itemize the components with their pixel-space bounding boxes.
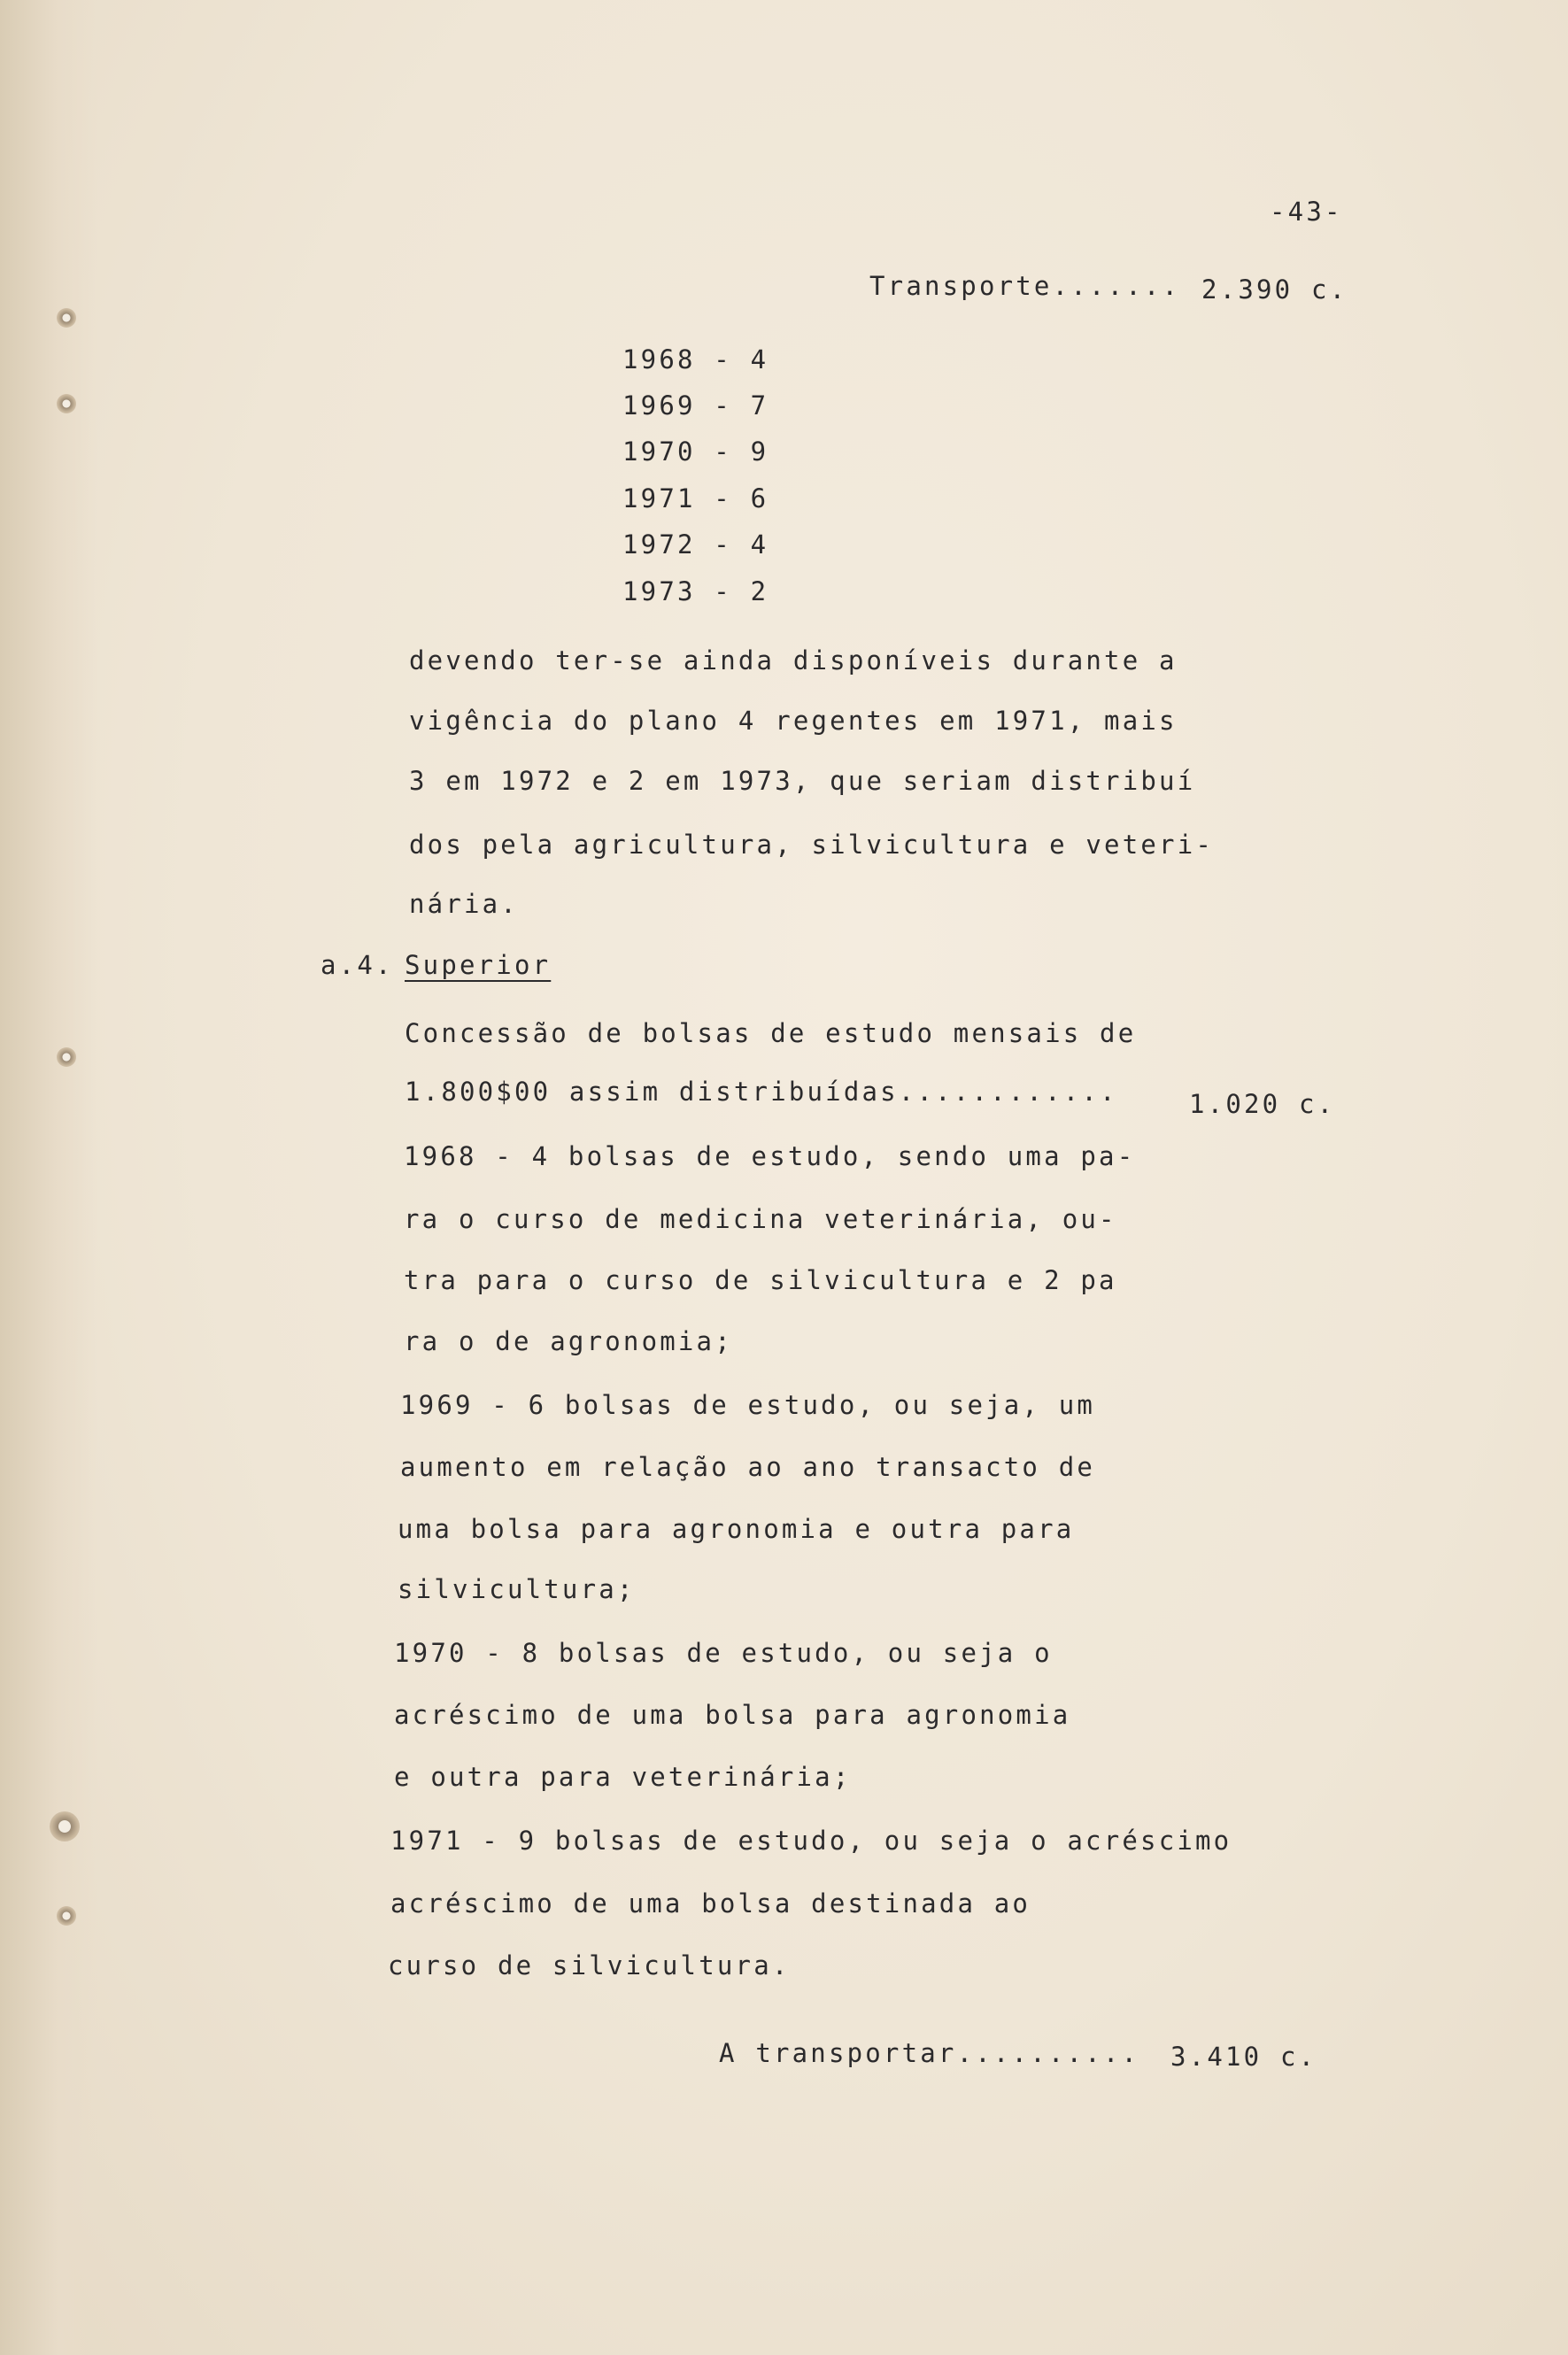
text-line: 3 em 1972 e 2 em 1973, que seriam distribuí (409, 766, 1196, 796)
section-number: a.4. (321, 950, 394, 980)
text-line: devendo ter-se ainda disponíveis durante a (409, 645, 1178, 676)
year-item: 1972 - 4 (622, 529, 769, 560)
punch-hole (57, 1047, 76, 1067)
year-item: 1970 - 9 (622, 436, 769, 467)
a-transportar-label: A transportar.......... (719, 2038, 1140, 2068)
punch-hole (57, 308, 76, 328)
year-item: 1968 - 4 (622, 344, 769, 374)
year-item: 1973 - 2 (622, 576, 769, 606)
section-title: Superior (405, 950, 552, 980)
text-line: ra o de agronomia; (404, 1326, 733, 1356)
text-line: acréscimo de uma bolsa para agronomia (394, 1700, 1071, 1730)
text-line: aumento em relação ao ano transacto de (400, 1452, 1096, 1482)
text-line: 1971 - 9 bolsas de estudo, ou seja o acréscimo (390, 1826, 1232, 1856)
transporte-label: Transporte....... (869, 271, 1181, 301)
binding-edge (0, 0, 97, 2355)
text-line: dos pela agricultura, silvicultura e veteri- (409, 830, 1215, 860)
text-line: 1.800$00 assim distribuídas............ (405, 1077, 1118, 1107)
text-line: curso de silvicultura. (388, 1950, 791, 1981)
text-line: ra o curso de medicina veterinária, ou- (404, 1204, 1117, 1234)
text-line: tra para o curso de silvicultura e 2 pa (404, 1265, 1117, 1295)
text-line: uma bolsa para agronomia e outra para (398, 1514, 1075, 1544)
year-item: 1971 - 6 (622, 483, 769, 513)
text-line: 1968 - 4 bolsas de estudo, sendo uma pa- (404, 1141, 1136, 1171)
text-line: acréscimo de uma bolsa destinada ao (390, 1888, 1031, 1919)
punch-hole (50, 1811, 80, 1842)
year-item: 1969 - 7 (622, 390, 769, 421)
text-line: nária. (409, 889, 519, 919)
text-line: vigência do plano 4 regentes em 1971, mais (409, 706, 1178, 736)
bolsas-value: 1.020 c. (1189, 1089, 1336, 1119)
transporte-value: 2.390 c. (1201, 274, 1348, 305)
text-line: silvicultura; (398, 1574, 636, 1604)
text-line: 1970 - 8 bolsas de estudo, ou seja o (394, 1638, 1053, 1668)
punch-hole (57, 1906, 76, 1926)
a-transportar-value: 3.410 c. (1170, 2042, 1317, 2072)
text-line: Concessão de bolsas de estudo mensais de (405, 1018, 1137, 1048)
punch-hole (57, 394, 76, 413)
text-line: 1969 - 6 bolsas de estudo, ou seja, um (400, 1390, 1096, 1420)
page-number: -43- (1270, 197, 1343, 227)
text-line: e outra para veterinária; (394, 1762, 852, 1792)
